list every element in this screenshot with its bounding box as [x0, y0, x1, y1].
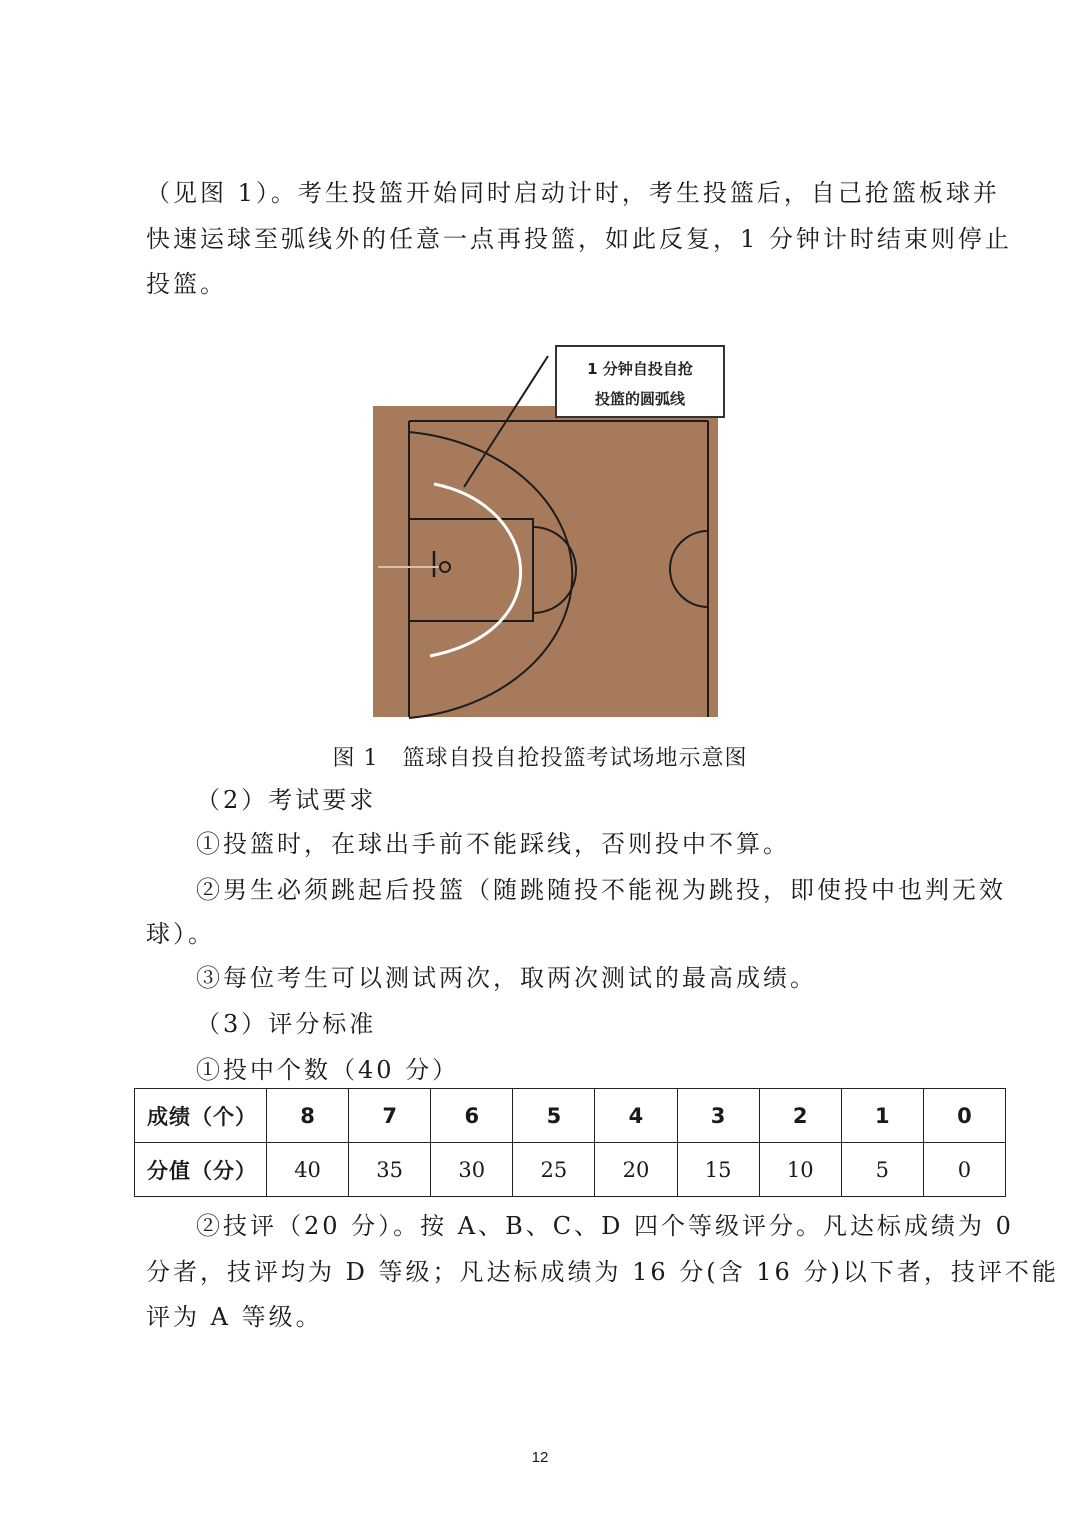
requirement-1: ①投篮时，在球出手前不能踩线，否则投中不算。 — [196, 830, 790, 858]
callout-text-1: 1 分钟自投自抢 — [587, 360, 693, 378]
table-cell: 4 — [595, 1089, 677, 1143]
table-cell: 2 — [759, 1089, 841, 1143]
table-cell: 15 — [677, 1143, 759, 1197]
table-cell: 5 — [841, 1143, 923, 1197]
table-cell: 0 — [923, 1143, 1005, 1197]
requirement-2-line-2: 球）。 — [146, 920, 215, 948]
table-cell: 7 — [349, 1089, 431, 1143]
requirement-3: ③每位考生可以测试两次，取两次测试的最高成绩。 — [196, 964, 817, 992]
table-cell: 3 — [677, 1089, 759, 1143]
court-surface — [373, 406, 718, 717]
figure-caption: 图 1 篮球自投自抢投篮考试场地示意图 — [332, 746, 748, 771]
table-cell: 6 — [431, 1089, 513, 1143]
table-cell: 1 — [841, 1089, 923, 1143]
table-cell: 5 — [513, 1089, 595, 1143]
scoring-sub-1: ①投中个数（40 分） — [196, 1056, 460, 1084]
intro-line-2: 快速运球至弧线外的任意一点再投篮，如此反复，1 分钟计时结束则停止 — [146, 225, 1012, 253]
table-row-performance — [135, 1089, 1006, 1143]
table-cell: 10 — [759, 1143, 841, 1197]
scoring-heading: （3）评分标准 — [196, 1010, 377, 1038]
table-cell: 8 — [267, 1089, 349, 1143]
table-row-points — [135, 1143, 1006, 1197]
scoring-sub-2-line-1: ②技评（20 分）。按 A、B、C、D 四个等级评分。凡达标成绩为 0 — [196, 1212, 1014, 1240]
scoring-sub-2-line-3: 评为 A 等级。 — [146, 1303, 323, 1331]
intro-line-3: 投篮。 — [146, 270, 227, 298]
table-cell: 20 — [595, 1143, 677, 1197]
table-cell: 0 — [923, 1089, 1005, 1143]
table-cell: 40 — [267, 1143, 349, 1197]
row-label-points: 分值（分） — [135, 1143, 267, 1197]
table-cell: 35 — [349, 1143, 431, 1197]
score-table — [134, 1088, 1006, 1197]
exam-requirements-heading: （2）考试要求 — [196, 786, 377, 814]
table-cell: 30 — [431, 1143, 513, 1197]
court-diagram — [0, 0, 1080, 740]
page-number: 12 — [531, 1449, 549, 1466]
callout-text-2: 投篮的圆弧线 — [594, 390, 686, 408]
intro-line-1: （见图 1）。考生投篮开始同时启动计时，考生投篮后，自己抢篮板球并 — [146, 179, 1000, 207]
scoring-sub-2-line-2: 分者，技评均为 D 等级；凡达标成绩为 16 分(含 16 分)以下者，技评不能 — [146, 1258, 1059, 1286]
table-cell: 25 — [513, 1143, 595, 1197]
row-label-performance: 成绩（个） — [135, 1089, 267, 1143]
requirement-2-line-1: ②男生必须跳起后投篮（随跳随投不能视为跳投，即使投中也判无效 — [196, 876, 1006, 904]
